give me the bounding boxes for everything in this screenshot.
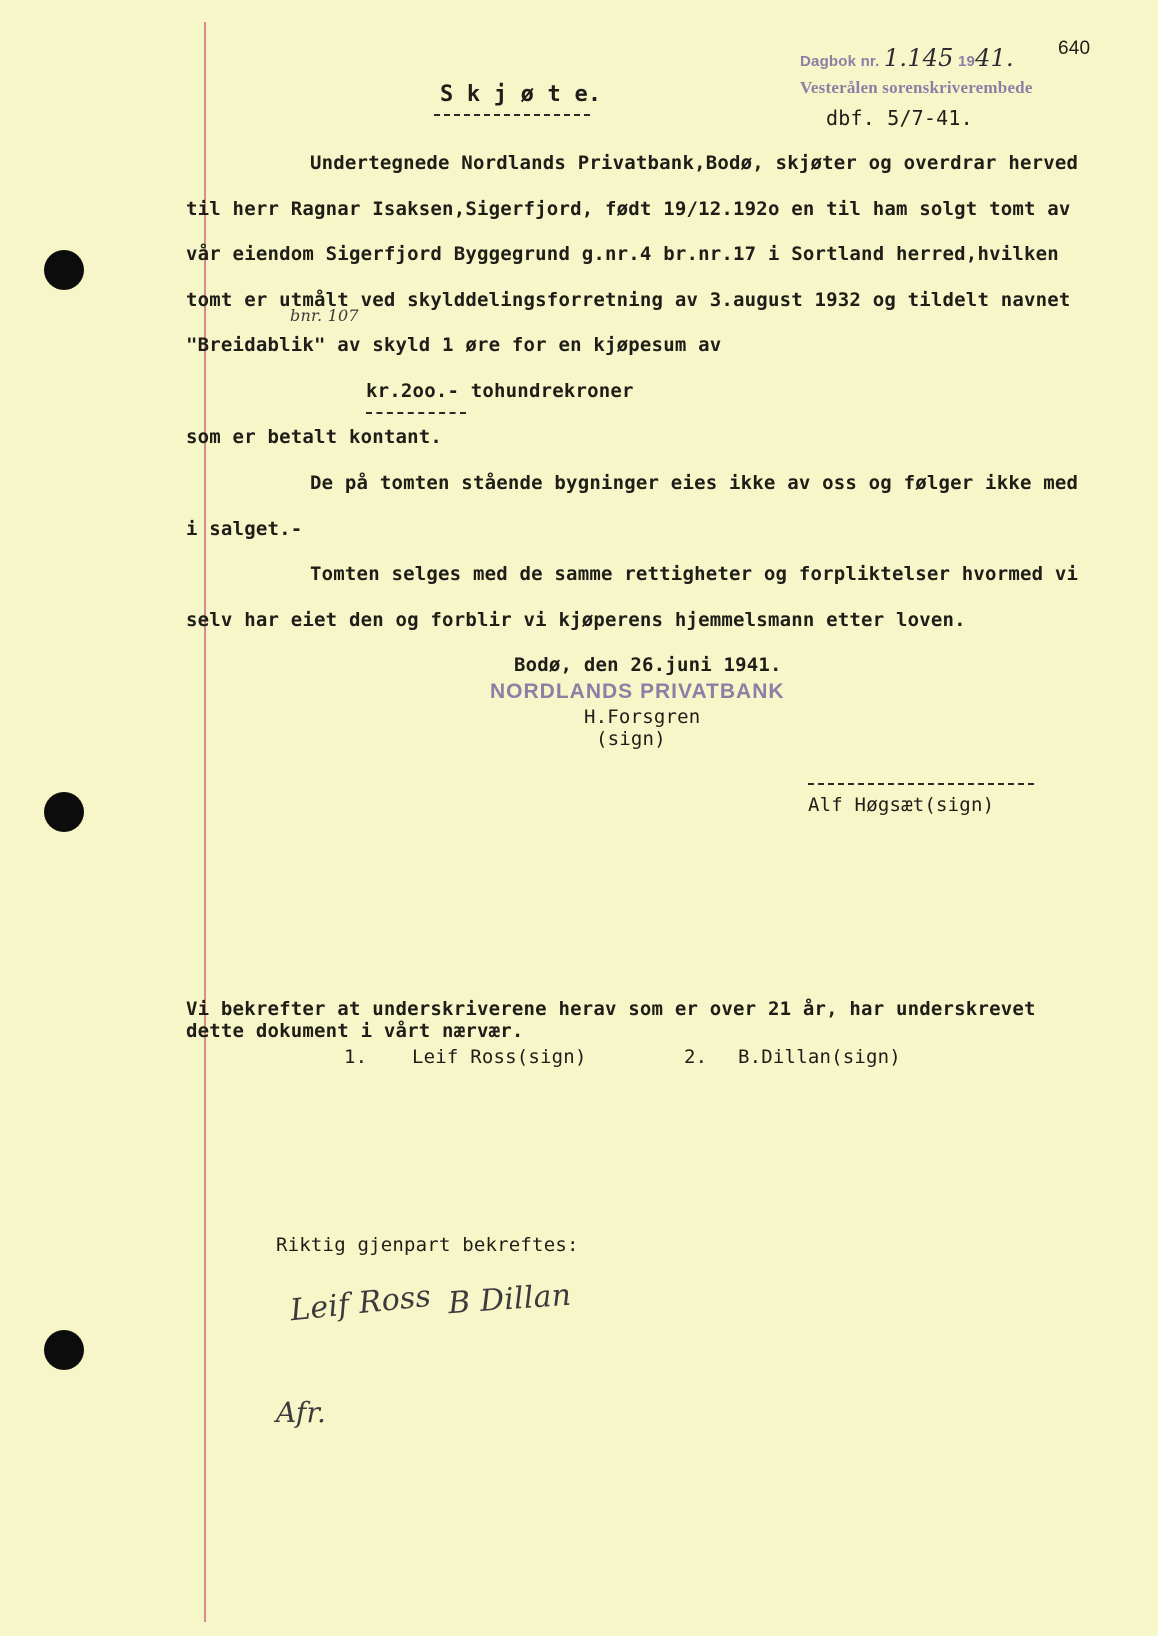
body-line-2: til herr Ragnar Isaksen,Sigerfjord, født 19/12.192o en til ham solgt tomt av — [186, 198, 1071, 220]
paragraph-2-line-1: De på tomten stående bygninger eies ikke av oss og følger ikke med — [310, 472, 1079, 494]
witness-2-name: B.Dillan(sign) — [738, 1046, 901, 1068]
handwritten-signature-1: Leif Ross — [288, 1278, 433, 1329]
punch-hole-middle — [44, 792, 84, 832]
amount-underline — [366, 412, 466, 414]
stamp-label-pre: Dagbok nr. — [800, 53, 880, 70]
bank-stamp: NORDLANDS PRIVATBANK — [490, 680, 785, 703]
witness-1-name: Leif Ross(sign) — [412, 1046, 587, 1068]
paragraph-2-line-2: i salget.- — [186, 518, 303, 540]
paragraph-3-line-1: Tomten selges med de samme rettigheter og forpliktelser hvormed vi — [310, 563, 1079, 585]
stamp-number: 1.145 — [883, 44, 954, 72]
witness-2-number: 2. — [684, 1046, 708, 1068]
body-line-3: vår eiendom Sigerfjord Byggegrund g.nr.4 br.nr.17 i Sortland herred,hvilken — [186, 243, 1059, 265]
punch-hole-top — [44, 250, 84, 290]
stamp-year-pre: 19 — [957, 53, 976, 70]
witness-line-1: Vi bekrefter at underskriverene herav som er over 21 år, har underskrevet — [186, 998, 1036, 1020]
page-number: 640 — [1058, 38, 1091, 59]
stamp-office: Vesterålen sorenskriverembede — [800, 78, 1033, 97]
signer-1: H.Forsgren — [584, 706, 701, 728]
body-line-5: "Breidablik" av skyld 1 øre for en kjøpesum av — [186, 334, 722, 356]
signer-2: Alf Høgsæt(sign) — [808, 794, 995, 816]
document-title: S k j ø t e. — [440, 82, 602, 107]
stamp-label — [800, 44, 1014, 72]
handwritten-signature-2: B Dillan — [446, 1277, 573, 1322]
body-line-6: som er betalt kontant. — [186, 426, 443, 448]
witness-1-number: 1. — [344, 1046, 368, 1068]
witness-line-2: dette dokument i vårt nærvær. — [186, 1020, 524, 1042]
paragraph-3-line-2: selv har eiet den og forblir vi kjøperens hjemmelsmann etter loven. — [186, 609, 966, 631]
title-underline — [434, 114, 590, 116]
body-line-4: tomt er utmålt ved skylddelingsforretning av 3.august 1932 og tildelt navnet — [186, 289, 1071, 311]
stamp-year: 41. — [975, 44, 1014, 72]
handwritten-annotation: bnr. 107 — [290, 306, 359, 325]
amount: kr.2oo.- tohundrekroner — [366, 380, 634, 402]
body-line-1: Undertegnede Nordlands Privatbank,Bodø, skjøter og overdrar herved — [310, 152, 1079, 174]
signature-line — [808, 783, 1034, 785]
signer-1-note: (sign) — [596, 728, 666, 750]
punch-hole-bottom — [44, 1330, 84, 1370]
certification-text: Riktig gjenpart bekreftes: — [276, 1234, 579, 1256]
registered-date: dbf. 5/7-41. — [826, 106, 973, 130]
place-date: Bodø, den 26.juni 1941. — [514, 654, 782, 676]
handwritten-initials: Afr. — [276, 1396, 327, 1429]
